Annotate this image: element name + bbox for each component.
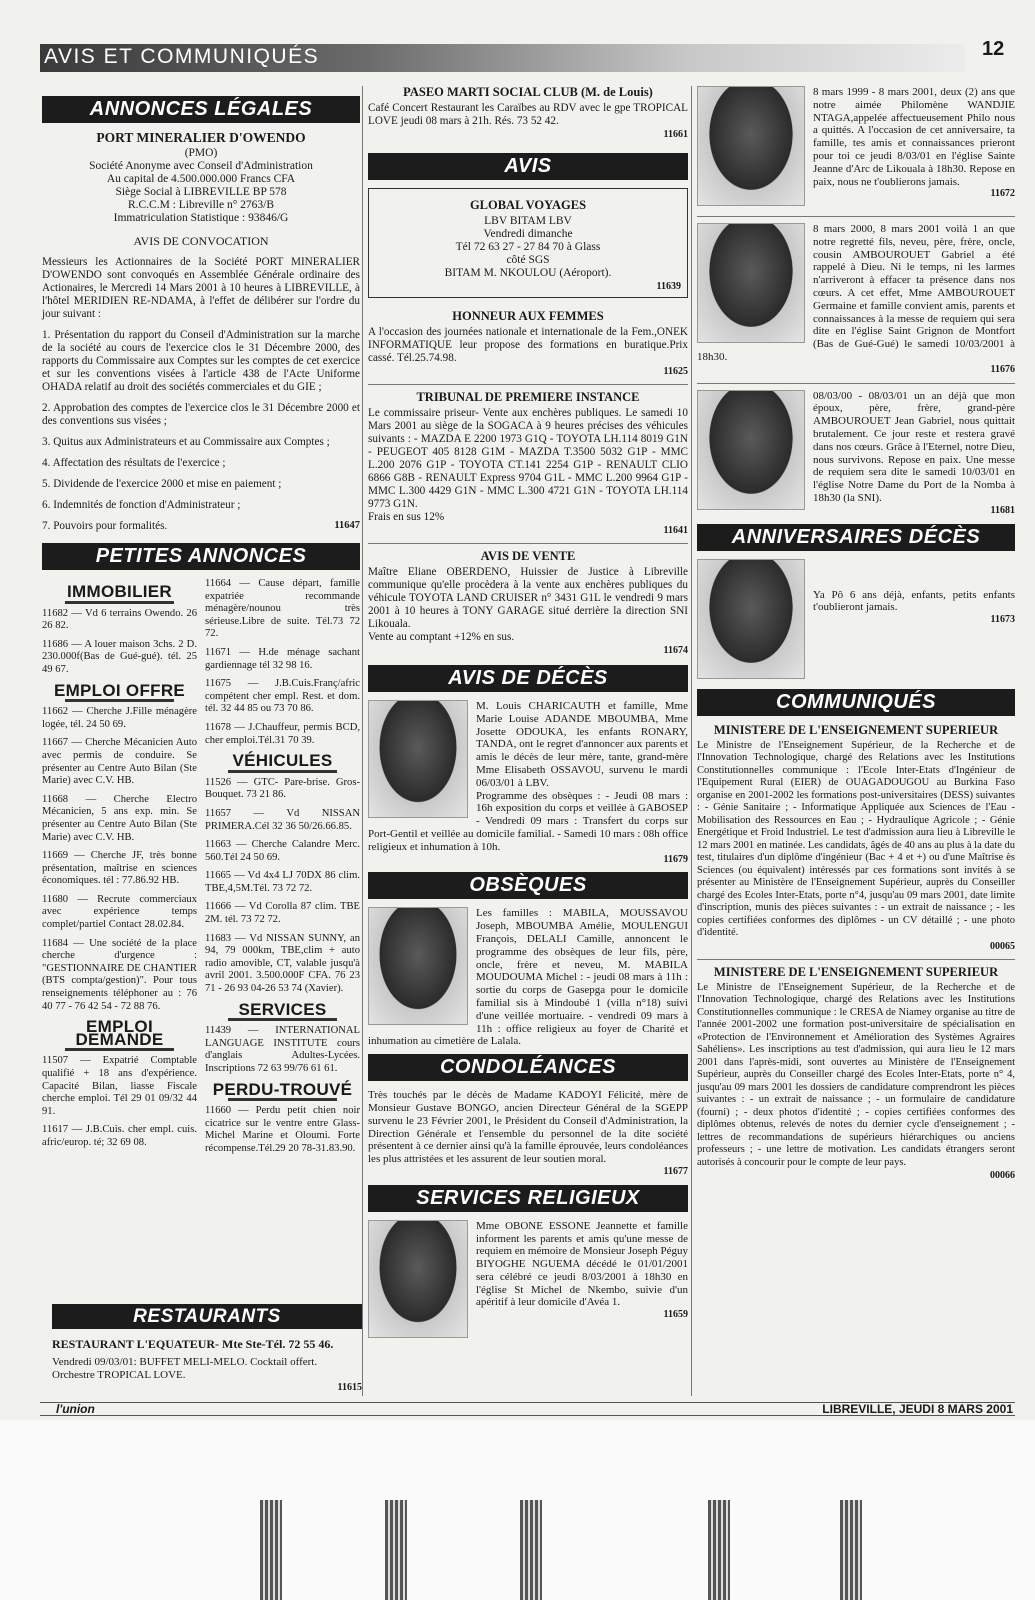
classified-ad: 11666 — Vd Corolla 87 clim. TBE 2M. tél. 73 72 72.	[205, 901, 360, 926]
banner-petites-annonces: PETITES ANNONCES	[42, 543, 360, 570]
classified-ad: 11667 — Cherche Mécanicien Auto avec permis de conduire. Se présenter au Centre Auto Bilan (Ste Marie) avec C.V. HB.	[42, 737, 197, 787]
global-line: LBV BITAM LBV	[484, 215, 572, 227]
ministere-text: Le Ministre de l'Enseignement Supérieur, de la Recherche et de l'Innovation Technologique, chargé des Relations avec les Institutions Constitutionnelles communique : l'Ecole Inter-Etats d'Ingénieur de l'Equipement Rural (EIER) de OUAGADOUGOU au Burkina Faso organise en 2001-2002 les formations post-universitaires (DESS) suivantes : - Génie Sanitaire ; - Informatique Appliquée aux Sciences de l'Eau - Mobilisation des Ressources en Eau ; - Hydraulique Agricole ; - Génie Energétique et Froid Industriel. Le test d'admission aura lieu à Libreville le 12 mars 2001 en matinée. Les candidats, âgés de 40 ans au plus à la date du test, titulaires d'un diplôme d'ingénieur (Bac + 4 et +) ou d'une Maîtrise ès Sciences (ou équivalent) intéressés par ces formations sont invités à se présenter au Ministère de l'Enseignement Supérieur, auprès du Conseiller chargé des Ecoles Inter-Etats, porte n°4, jusqu'au 09 mars 2001, date limite d'inscription, munis des pièces suivantes : - un extrait de naissance ; - les copies certifiées conformes des diplômes - un CV détaillé ; - une photo d'identité.	[697, 739, 1015, 939]
column-rule	[691, 86, 692, 1396]
anniversary-text: Ya Pô 6 ans déjà, enfants, petits enfants t'oublieront jamais.	[813, 588, 1015, 614]
classified-ad: 11617 — J.B.Cuis. cher empl. cuis. afric/europ. té; 32 69 08.	[42, 1124, 197, 1148]
section-header-bar	[40, 44, 965, 72]
banner-condoleances: CONDOLÉANCES	[368, 1054, 688, 1081]
global-voyages-box	[368, 188, 688, 298]
classified-ad: 11669 — Cherche JF, très bonne présentation, maîtrise en sciences économiques. tél : 77.86.92 HB.	[42, 850, 197, 887]
heading-services: SERVICES	[205, 1004, 360, 1022]
scan-artifact	[260, 1500, 282, 1600]
paseo-title: PASEO MARTI SOCIAL CLUB (M. de Louis)	[403, 85, 653, 99]
vente-text2: Vente au comptant +12% en sus.	[368, 631, 515, 643]
pmo-line: Siège Social à LIBREVILLE BP 578	[115, 186, 287, 198]
agenda-item: 3. Quitus aux Administrateurs et au Commissaire aux Comptes ;	[42, 436, 330, 448]
dateline: LIBREVILLE, JEUDI 8 MARS 2001	[822, 1402, 1013, 1416]
ad-reference: 11659	[663, 1309, 688, 1321]
portrait-photo	[368, 1220, 468, 1338]
convocation-heading: AVIS DE CONVOCATION	[133, 234, 269, 248]
page-number: 12	[982, 38, 1005, 60]
ad-reference: 11647	[334, 520, 360, 531]
classified-ad: 11682 — Vd 6 terrains Owendo. 26 26 82.	[42, 607, 197, 632]
pmo-line: Société Anonyme avec Conseil d'Administration	[89, 160, 313, 172]
portrait-photo	[697, 223, 805, 343]
newspaper-name: l'union	[56, 1402, 95, 1416]
classified-ad: 11686 — A louer maison 3chs. 2 D. 230.000f(Bas de Gué-gué). tél. 25 49 67.	[42, 638, 197, 675]
global-line: Tél 72 63 27 - 27 84 70 à Glass	[455, 241, 601, 253]
condoleances-text: Très touchés par le décès de Madame KADOYI Félicité, mère de Monsieur Gustave BONGO, ancien Directeur Général de la SGEPP survenu le 23 Février 2001, le Président du Conseil d'Administration, la Direction Générale et l'ensemble du personnel de la dite société présentent à ce dernier ainsi qu'à la famille éprouvée, leurs condoléances les plus attristées et les assurent de leur soutien moral.	[368, 1089, 688, 1166]
deces-notice	[368, 700, 688, 866]
ad-reference: 11676	[990, 363, 1015, 375]
agenda-item: 7. Pouvoirs pour formalités.	[42, 520, 168, 532]
scan-artifact	[708, 1500, 730, 1600]
religieux-text: Mme OBONE ESSONE Jeannette et famille informent les parents et amis qu'une messe de requiem en mémoire de Monsieur Joseph Péguy BIYOGHE NGUEMA décédé le 01/01/2001 sera célébré ce jeudi 8/03/2001 à 18h30 en l'église St Michel de Nkembo, suivie d'un apéritif à leur domicile d'Avéa 1.	[476, 1219, 688, 1309]
classified-ad: 11660 — Perdu petit chien noir cicatrice sur le ventre entre Glass-Michel Marine et Oloumi. Forte récompense.Tél.29 20 78-31.83.90.	[205, 1105, 360, 1154]
global-line: BITAM M. NKOULOU (Aéroport).	[444, 267, 612, 279]
banner-services-religieux: SERVICES RELIGIEUX	[368, 1185, 688, 1212]
memorial-notice	[697, 390, 1015, 518]
classified-ad: 11526 — GTC- Pare-brise. Gros-Bouquet. 73 21 86.	[205, 776, 360, 801]
classified-ad: 11684 — Une société de la place cherche d'urgence : "GESTIONNAIRE DE CHANTIER (BTS compta/gestion)". Pour tous renseignements téléphoner au : 76 40 77 - 76 42 54 - 72 88 76.	[42, 937, 197, 1012]
agenda-item: 5. Dividende de l'exercice 2000 et mise en paiement ;	[42, 478, 282, 490]
classified-ad: 11680 — Recrute commerciaux avec expérience temps complet/partiel Contact 28.02.84.	[42, 893, 197, 931]
ad-reference: 00066	[990, 1170, 1015, 1182]
classified-ad: 11683 — Vd NISSAN SUNNY, an 94, 79 000km, TBE,clim + auto radio amovible, CT, valable jusqu'à avril 2001. 3.500.000F CFA. 76 23 71 - 26 93 04-26 53 74 (Xavier).	[205, 932, 360, 995]
classifieds-left	[42, 578, 197, 1162]
pmo-line: Au capital de 4.500.000.000 Francs CFA	[106, 173, 296, 185]
ministere-text: Le Ministre de l'Enseignement Supérieur, de la Recherche et de l'Innovation Technologique, chargé des Relations avec les Institutions Constitutionnelles communique : le CRESA de Niamey organise au titre de l'année 2001-2002 une formation post-universitaire de spécialisation en «Protection de l'Environnement et Amélioration des Systèmes Agraires Sahéliens». Les inscriptions au test d'admission, qui aura lieu le 12 mars 2001 dans l'après-midi, sont ouvertes au Ministère de l'Enseignement Supérieur, auprès du Conseiller chargé des Ecoles Inter-Etats, porte n° 4, jusqu'au 09 mars 2001 les dossiers de candidature comprendront les pièces suivantes : - un extrait de naissance ; - un formulaire de candidature (fourni) ; - deux photos d'identité ; - copies certifiées conformes des diplômes obtenus, relevés de notes du dernier cycle d'enseignement ; - lettres de recommandations de supérieurs hiérarchiques ou anciens professeurs ; - une lettre de motivation. Les candidats étrangers seront autorisés à concourir pour le compte de leur pays.	[697, 981, 1015, 1168]
scan-artifact	[385, 1500, 407, 1600]
ad-reference: 11674	[663, 645, 688, 656]
column-middle	[368, 86, 688, 1348]
banner-obseques: OBSÈQUES	[368, 872, 688, 899]
scan-margin	[0, 1420, 1035, 1600]
restaurant-text: Vendredi 09/03/01: BUFFET MELI-MELO. Cocktail offert. Orchestre TROPICAL LOVE.	[52, 1356, 318, 1381]
tribunal-title: TRIBUNAL DE PREMIERE INSTANCE	[416, 390, 640, 404]
memorial-notice	[697, 223, 1015, 377]
ad-reference: 11673	[990, 614, 1015, 626]
portrait-photo	[697, 559, 805, 679]
ad-reference: 11641	[663, 525, 688, 536]
column-left	[42, 92, 360, 1162]
classified-ad: 11664 — Cause départ, famille expatriée recommande ménagère/nounou très sérieuse.Libre de suite. Tél.73 72 72.	[205, 578, 360, 640]
agenda-item: 2. Approbation des comptes de l'exercice clos le 31 Décembre 2000 et des conventions sus visées ;	[42, 402, 360, 427]
ministere-title: MINISTERE DE L'ENSEIGNEMENT SUPERIEUR	[713, 722, 999, 737]
memorial-text: 8 mars 2000, 8 mars 2001 voilà 1 an que notre regretté fils, neveu, père, frère, oncle, cousin AMBOUROUET Gabriel a été rappelé à Dieu. Ni le temps, ni les larmes n'arriveront à effacer ta présence dans nos cœurs. A cet effet, Mme AMBOUROUET Germaine et famille convient amis, parents et connaissances à la messe de requiem qui sera dite en l'église Saint Grignon de Montfort (Bas de Gué-Gué) le samedi 10/03/2001 à 18h30.	[697, 223, 1015, 363]
paseo-text: Café Concert Restaurant les Caraïbes au RDV avec le gpe TROPICAL LOVE jeudi 08 mars à 21h. Rés. 73 52 42.	[368, 102, 688, 127]
anniversary-notice	[697, 559, 1015, 683]
banner-annonces-legales: ANNONCES LÉGALES	[42, 96, 360, 123]
classified-ad: 11662 — Cherche J.Fille ménagère logée, tél. 24 50 69.	[42, 706, 197, 730]
banner-avis: AVIS	[368, 153, 688, 180]
agenda-item: 1. Présentation du rapport du Conseil d'Administration sur la marche de la société au cours de l'exercice clos le 31 Décembre 2000, des rapports du Commissaire aux Comptes sur les comptes de cet exercice et sur les conventions visées à l'article 438 de l'Acte Uniforme OHADA relatif au droit des sociétés commerciales et du GIE ;	[42, 329, 360, 393]
classified-ad: 11678 — J.Chauffeur, permis BCD, cher emploi.Tél.31 70 39.	[205, 721, 360, 746]
classified-ad: 11507 — Expatrié Comptable qualifié + 18 ans d'expérience. Capacité Bilan, liasse Fiscale cherche emploi. Tél 29 01 09/32 44 91.	[42, 1055, 197, 1117]
pmo-title: PORT MINERALIER D'OWENDO	[96, 130, 306, 145]
tribunal-frais: Frais en sus 12%	[368, 511, 445, 523]
column-right	[697, 86, 1015, 1182]
obseques-text: Les familles : MABILA, MOUSSAVOU Joseph, MBOUMBA Amélie, MOULENGUI François, DELALI Camille, annoncent le programme des obsèques de leur fils, père, oncle, frère et neveu, M. MABILA MOUDOUMA Michel : - jeudi 08 mars à 11h : sortie du corps de Gasepga pour le domicile familial sis à Mindoubé 1 (villa n°18) suivi d'une veillée mortuaire. - vendredi 09 mars à 11h : office religieux au foyer de Charité et inhumation au cimetière de Lalala.	[368, 907, 688, 1048]
classified-ad: 11663 — Cherche Calandre Merc. 560.Tél 24 50 69.	[205, 839, 360, 863]
classified-ad: 11668 — Cherche Electro Mécanicien, 5 ans exp. min. Se présenter au Centre Auto Bilan (Ste Marie) avec C.V. HB.	[42, 793, 197, 843]
ad-reference: 11661	[663, 129, 688, 140]
memorial-text: 8 mars 1999 - 8 mars 2001, deux (2) ans que notre aimée Philomène WANDJIE NTAGA,appelée affectueusement Philo nous a quittés. A l'occasion de cet anniversaire, ta famille, tes amis et connaissances prieront pour toi ce jeudi 8/03/01 en l'église Sainte Jeanne d'Arc de Likouala à 18h30. Repose en paix, nous ne t'oublierons jamais.	[813, 86, 1015, 188]
pmo-line: Immatriculation Statistique : 93846/G	[113, 212, 289, 224]
ad-reference: 11677	[663, 1165, 688, 1177]
ad-reference: 11672	[990, 188, 1015, 200]
vente-title: AVIS DE VENTE	[480, 549, 576, 563]
agenda-item: 6. Indemnités de fonction d'Administrateur ;	[42, 499, 241, 511]
scan-artifact	[520, 1500, 542, 1600]
page-footer	[40, 1402, 1015, 1416]
classified-ad: 11439 — INTERNATIONAL LANGUAGE INSTITUTE cours d'anglais Adultes-Lycées. Inscriptions 72 63 99/76 61 61.	[205, 1025, 360, 1074]
banner-restaurants: RESTAURANTS	[52, 1304, 362, 1329]
classified-ad: 11671 — H.de ménage sachant gardiennage tél 32 98 16.	[205, 646, 360, 671]
memorial-text: 08/03/00 - 08/03/01 un an déjà que mon époux, père, frère, grand-père AMBOUROUET Jean Gabriel, nous quittait brutalement. Ce jour reste et restera gravé dans nos cœurs. Grâce à l'Eternel, notre Dieu, nous survivons. Repose en paix. Une messe de requiem sera dite le samedi 10/03/01 en l'église Notre Dame du Port de la Nomba à 18h30 (la SNI).	[813, 389, 1015, 504]
ad-reference: 11615	[337, 1382, 362, 1393]
banner-communiques: COMMUNIQUÉS	[697, 689, 1015, 716]
portrait-photo	[368, 700, 468, 818]
classified-ad: 11675 — J.B.Cuis.Franç/afric compétent cher empl. Rest. et dom. tél. 32 44 85 ou 73 70 86.	[205, 678, 360, 715]
classified-ad: 11665 — Vd 4x4 LJ 70DX 86 clim. TBE,4,5M.Tél. 73 72 72.	[205, 870, 360, 894]
convocation-intro: Messieurs les Actionnaires de la Société PORT MINERALIER D'OWENDO sont convoqués en Assemblée Générale ordinaire des Actionaires, le Mercredi 14 Mars 2001 à 10 heures à LIBREVILLE, à l'hôtel MERIDIEN RE-NDAMA, à l'effet de délibérer sur l'ordre du jour suivant :	[42, 256, 360, 320]
deces-text: M. Louis CHARICAUTH et famille, Mme Marie Louise ADANDE MBOUMBA, Mme Josette ODOUKA, les enfants RONARY, TANDA, ont le regret d'annoncer aux parents et amis le décès de leur mère, tante, grand-mère Mme Elisabeth OSSAVOU, survenu le mardi 06/03/01 à LBV.	[476, 700, 688, 789]
restaurants-section	[52, 1300, 362, 1393]
pmo-abbr: (PMO)	[184, 147, 218, 159]
pmo-line: R.C.C.M : Libreville n° 2763/B	[127, 199, 275, 211]
ad-reference: 00065	[990, 940, 1015, 952]
classifieds-right	[205, 578, 360, 1162]
global-title: GLOBAL VOYAGES	[469, 198, 587, 212]
ministere-title: MINISTERE DE L'ENSEIGNEMENT SUPERIEUR	[713, 964, 999, 979]
condoleances-notice	[368, 1089, 688, 1179]
portrait-photo	[697, 86, 805, 206]
scan-artifact	[840, 1500, 862, 1600]
section-title: AVIS ET COMMUNIQUÉS	[44, 45, 320, 68]
global-line: Vendredi dimanche	[483, 228, 573, 240]
column-rule	[362, 86, 363, 1396]
honneur-title: HONNEUR AUX FEMMES	[452, 309, 604, 323]
obseques-notice	[368, 907, 688, 1048]
agenda-item: 4. Affectation des résultats de l'exercice ;	[42, 457, 226, 469]
heading-perdu-trouve: PERDU-TROUVÉ	[205, 1084, 360, 1102]
tribunal-text: Le commissaire priseur- Vente aux enchères publiques. Le samedi 10 Mars 2001 au siège de la SOGACA à 9 heures précises des véhicules suivants : - MAZDA E 2200 1973 G1Q - TOYOTA LH.114 8019 G1N - PEUGEOT 405 8128 G1M - MAZDA T.3500 5032 G1P - MMC L.200 2076 G1P - TOYOTA CT.141 2254 G1P - RENAULT CLIO 6866 G8B - RENAULT Express 9704 G1L - MMC L.200 9964 G1P - MMC L.300 4429 G1N - MMC L.300 4721 G1N - TOYOTA LH.114 9773 G1N.	[368, 407, 688, 510]
heading-vehicules: VÉHICULES	[205, 755, 360, 773]
ad-reference: 11625	[663, 366, 688, 377]
restaurant-title: RESTAURANT L'EQUATEUR- Mte Ste-Tél. 72 55 46.	[52, 1337, 334, 1351]
religieux-notice	[368, 1220, 688, 1342]
portrait-photo	[697, 390, 805, 510]
vente-text: Maître Eliane OBERDENO, Huissier de Justice à Libreville communique qu'elle procèdera à la vente aux enchères publiques du véhicule TOYOTA LAND CRUISER n° 3431 G1L le vendredi 9 mars 2001 à 10 heures à TONY GARAGE situé derrière la direction SNI Likouala.	[368, 566, 688, 630]
honneur-text: A l'occasion des journées nationale et internationale de la Fem.,ONEK INFORMATIQUE leur propose des formations en buratique.Prix cassé. Tél.25.74.98.	[368, 326, 688, 364]
banner-avis-deces: AVIS DE DÉCÈS	[368, 665, 688, 692]
portrait-photo	[368, 907, 468, 1025]
heading-immobilier: IMMOBILIER	[42, 586, 197, 604]
deces-programme: Programme des obsèques : - Jeudi 08 mars : 16h exposition du corps et veillée à GABOSEP - Vendredi 09 mars : Transfert du corps sur Port-Gentil et veillée au domicile familial. - Samedi 10 mars : 08h office religieux et inhumation à 10h.	[368, 789, 688, 853]
ad-reference: 11681	[990, 504, 1015, 516]
ad-reference: 11679	[663, 853, 688, 865]
banner-anniversaires-deces: ANNIVERSAIRES DÉCÈS	[697, 524, 1015, 551]
memorial-notice	[697, 86, 1015, 210]
heading-emploi-demande: EMPLOI DEMANDE	[42, 1021, 197, 1051]
heading-emploi-offre: EMPLOI OFFRE	[42, 685, 197, 703]
ad-reference: 11639	[656, 281, 681, 292]
global-line: côté SGS	[506, 254, 550, 266]
classified-ad: 11657 — Vd NISSAN PRIMERA.Cél 32 36 50/26.66.85.	[205, 807, 360, 832]
